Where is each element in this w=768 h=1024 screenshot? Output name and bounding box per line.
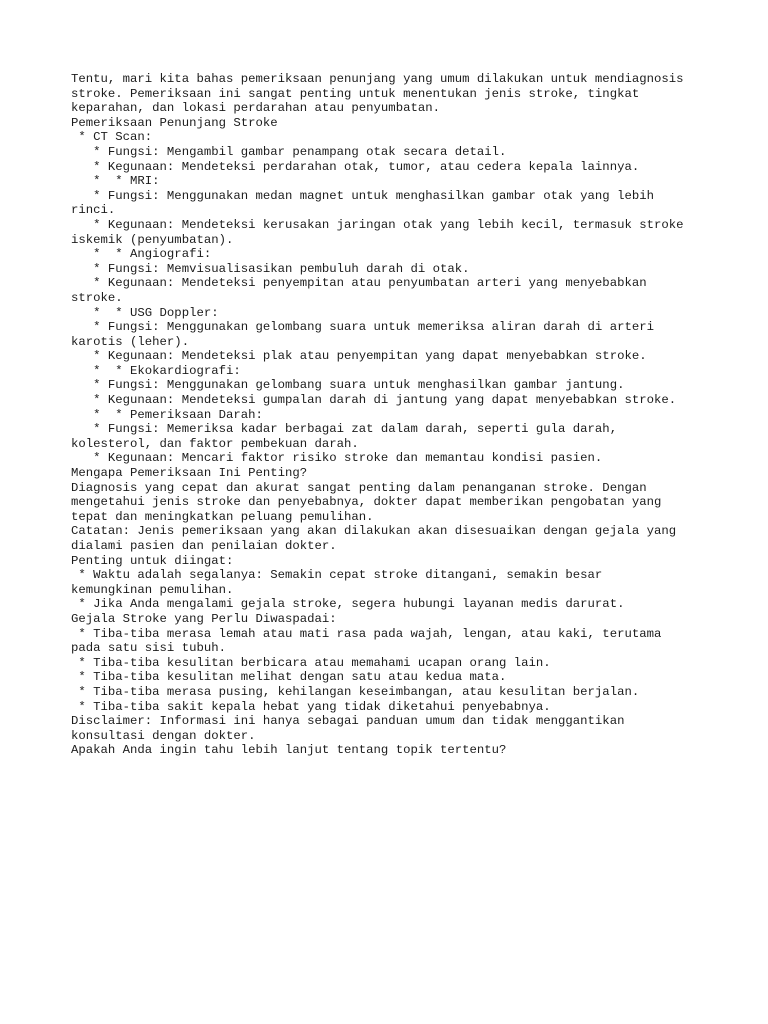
text-line: * Kegunaan: Mendeteksi gumpalan darah di jantung yang dapat menyebabkan stroke. — [71, 393, 677, 408]
text-line: * * Pemeriksaan Darah: — [71, 407, 263, 422]
document-body — [71, 72, 711, 758]
text-line: * Kegunaan: Mendeteksi perdarahan otak, tumor, atau cedera kepala lainnya. — [71, 159, 640, 174]
text-line: Mengapa Pemeriksaan Ini Penting? — [71, 466, 308, 481]
text-line: * Kegunaan: Mendeteksi plak atau penyempitan yang dapat menyebabkan stroke. — [71, 349, 647, 364]
text-line: * Fungsi: Memeriksa kadar berbagai zat dalam darah, seperti gula darah, — [71, 422, 618, 437]
text-line: * * Angiografi: — [71, 247, 212, 262]
text-line: * * USG Doppler: — [71, 305, 219, 320]
text-line: stroke. — [71, 290, 123, 305]
text-line: * Jika Anda mengalami gejala stroke, segera hubungi layanan medis darurat. — [71, 597, 625, 612]
text-line: keparahan, dan lokasi perdarahan atau penyumbatan. — [71, 101, 440, 116]
text-line: * Fungsi: Menggunakan gelombang suara untuk memeriksa aliran darah di arteri — [71, 320, 654, 335]
text-line: Gejala Stroke yang Perlu Diwaspadai: — [71, 611, 337, 626]
text-line: * Tiba-tiba merasa lemah atau mati rasa pada wajah, lengan, atau kaki, terutama — [71, 626, 662, 641]
text-line: Penting untuk diingat: — [71, 553, 234, 568]
text-line: mengetahui jenis stroke dan penyebabnya, dokter dapat memberikan pengobatan yang — [71, 495, 662, 510]
text-line: Disclaimer: Informasi ini hanya sebagai panduan umum dan tidak menggantikan — [71, 714, 625, 729]
text-line: Apakah Anda ingin tahu lebih lanjut tentang topik tertentu? — [71, 743, 507, 758]
text-line: * Fungsi: Menggunakan gelombang suara untuk menghasilkan gambar jantung. — [71, 378, 625, 393]
text-line: kolesterol, dan faktor pembekuan darah. — [71, 436, 359, 451]
text-line: * CT Scan: — [71, 130, 153, 145]
text-line: kemungkinan pemulihan. — [71, 582, 234, 597]
text-line: dialami pasien dan penilaian dokter. — [71, 539, 337, 553]
text-line: * Waktu adalah segalanya: Semakin cepat stroke ditangani, semakin besar — [71, 568, 603, 583]
text-line: pada satu sisi tubuh. — [71, 641, 226, 656]
text-line: * Tiba-tiba merasa pusing, kehilangan keseimbangan, atau kesulitan berjalan. — [71, 684, 640, 699]
text-line: karotis (leher). — [71, 334, 190, 349]
text-line: * Fungsi: Memvisualisasikan pembuluh darah di otak. — [71, 261, 470, 276]
text-line: * Kegunaan: Mendeteksi kerusakan jaringan otak yang lebih kecil, termasuk stroke — [71, 217, 684, 232]
text-line: * Fungsi: Mengambil gambar penampang otak secara detail. — [71, 144, 507, 159]
text-line: * Tiba-tiba kesulitan berbicara atau memahami ucapan orang lain. — [71, 655, 551, 670]
text-line: Pemeriksaan Penunjang Stroke — [71, 115, 278, 130]
text-line: konsultasi dengan dokter. — [71, 728, 256, 743]
text-line: * * Ekokardiografi: — [71, 363, 241, 378]
text-line: Tentu, mari kita bahas pemeriksaan penunjang yang umum dilakukan untuk mendiagnosis — [71, 72, 684, 86]
text-line: Diagnosis yang cepat dan akurat sangat penting dalam penanganan stroke. Dengan — [71, 480, 647, 495]
text-line: * Tiba-tiba kesulitan melihat dengan satu atau kedua mata. — [71, 670, 507, 685]
text-line: tepat dan meningkatkan peluang pemulihan. — [71, 509, 374, 524]
text-line: iskemik (penyumbatan). — [71, 232, 234, 247]
text-line: * Tiba-tiba sakit kepala hebat yang tidak diketahui penyebabnya. — [71, 699, 551, 714]
text-line: * Fungsi: Menggunakan medan magnet untuk menghasilkan gambar otak yang lebih — [71, 188, 654, 203]
text-line: * * MRI: — [71, 174, 160, 189]
text-line: * Kegunaan: Mencari faktor risiko stroke dan memantau kondisi pasien. — [71, 451, 603, 466]
text-line: * Kegunaan: Mendeteksi penyempitan atau penyumbatan arteri yang menyebabkan — [71, 276, 647, 291]
text-line: rinci. — [71, 203, 116, 218]
text-line: Catatan: Jenis pemeriksaan yang akan dilakukan akan disesuaikan dengan gejala yang — [71, 524, 677, 539]
text-line: stroke. Pemeriksaan ini sangat penting untuk menentukan jenis stroke, tingkat — [71, 86, 640, 101]
